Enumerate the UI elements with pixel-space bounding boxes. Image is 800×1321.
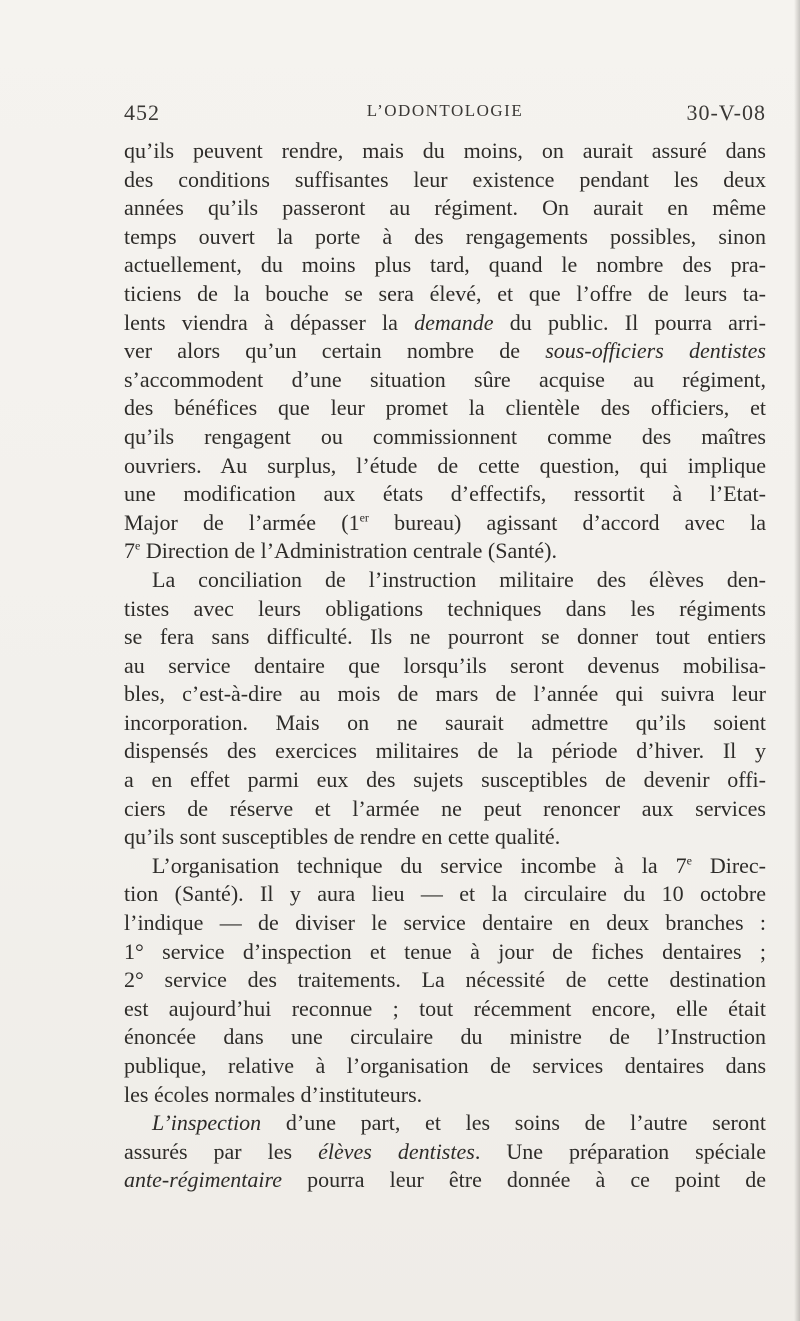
text-line: au service dentaire que lorsqu’ils seront devenus mobilisa-: [124, 652, 766, 678]
superscript: e: [135, 538, 141, 553]
text-line: est aujourd’hui reconnue ; tout récemment encore, elle était: [124, 995, 766, 1021]
text-line: 7e Direction de l’Administration centrale (Santé).: [124, 538, 557, 564]
italic-term: élèves dentistes: [318, 1138, 475, 1164]
text-line: dispensés des exercices militaires de la période d’hiver. Il y: [124, 738, 766, 764]
text-line: La conciliation de l’instruction militaire des élèves den-: [152, 566, 766, 592]
text-line: 2° service des traitements. La nécessité de cette destination: [124, 967, 766, 993]
superscript: e: [686, 853, 692, 868]
text-line: années qu’ils passeront au régiment. On aurait en même: [124, 195, 766, 221]
text-line: lents viendra à dépasser la demande du public. Il pourra arri-: [124, 309, 766, 335]
text-line: l’indique — de diviser le service dentaire en deux branches :: [124, 910, 766, 936]
text-line: une modification aux états d’effectifs, ressortit à l’Etat-: [124, 481, 766, 507]
text-line: ouvriers. Au surplus, l’étude de cette question, qui implique: [124, 452, 766, 478]
text-line: incorporation. Mais on ne saurait admettre qu’ils soient: [124, 709, 766, 735]
text-line: 1° service d’inspection et tenue à jour de fiches dentaires ;: [124, 938, 766, 964]
body-text: [124, 137, 766, 1195]
text-line: énoncée dans une circulaire du ministre de l’Instruction: [124, 1024, 766, 1050]
text-line: qu’ils peuvent rendre, mais du moins, on aurait assuré dans: [124, 138, 766, 163]
text-line: des conditions suffisantes leur existence pendant les deux: [124, 166, 766, 192]
text-line: des bénéfices que leur promet la clientèle des officiers, et: [124, 395, 766, 421]
paragraph: [124, 566, 766, 852]
superscript: er: [359, 510, 369, 525]
italic-term: ante-régimentaire: [124, 1167, 283, 1193]
text-line: L’inspection d’une part, et les soins de l’autre seront: [152, 1110, 766, 1136]
text-line: a en effet parmi eux des sujets susceptibles de devenir offi-: [124, 767, 766, 793]
running-header: [124, 100, 766, 130]
text-line: ciers de réserve et l’armée ne peut renoncer aux services: [124, 795, 766, 821]
text-line: se fera sans difficulté. Ils ne pourront se donner tout entiers: [124, 624, 766, 650]
text-line: ticiens de la bouche se sera élevé, et que l’offre de leurs ta-: [124, 280, 766, 306]
text-line: les écoles normales d’instituteurs.: [124, 1081, 423, 1107]
page-edge-shadow: [794, 0, 800, 1321]
text-line: ante-régimentaire pourra leur être donnée à ce point de: [124, 1167, 766, 1193]
text-line: qu’ils rengagent ou commissionnent comme des maîtres: [124, 423, 766, 449]
text-line: L’organisation technique du service incombe à la 7e Direc-: [152, 852, 766, 878]
text-line: bles, c’est-à-dire au mois de mars de l’année qui suivra leur: [124, 681, 766, 707]
paragraph: [124, 137, 766, 566]
text-line: ver alors qu’un certain nombre de sous-officiers dentistes: [124, 338, 766, 364]
text-line: actuellement, du moins plus tard, quand le nombre des pra-: [124, 252, 766, 278]
running-title: L’ODONTOLOGIE: [366, 101, 524, 120]
text-line: tion (Santé). Il y aura lieu — et la circulaire du 10 octobre: [124, 881, 766, 907]
text-line: Major de l’armée (1er bureau) agissant d’accord avec la: [124, 509, 766, 535]
italic-term: sous-officiers dentistes: [545, 338, 766, 364]
text-line: publique, relative à l’organisation de services dentaires dans: [124, 1053, 766, 1078]
paragraph: [124, 852, 766, 1109]
italic-term: demande: [414, 309, 494, 335]
italic-term: L’inspection: [152, 1110, 262, 1136]
text-line: qu’ils sont susceptibles de rendre en cette qualité.: [124, 824, 561, 850]
text-line: temps ouvert la porte à des rengagements possibles, sinon: [124, 223, 766, 249]
paragraph: [124, 1109, 766, 1195]
issue-date: 30-V-08: [686, 100, 766, 125]
text-line: tistes avec leurs obligations techniques dans les régiments: [124, 595, 766, 621]
text-line: assurés par les élèves dentistes. Une préparation spéciale: [124, 1138, 766, 1164]
text-line: s’accommodent d’une situation sûre acquise au régiment,: [124, 366, 766, 392]
page-number: 452: [124, 100, 160, 125]
